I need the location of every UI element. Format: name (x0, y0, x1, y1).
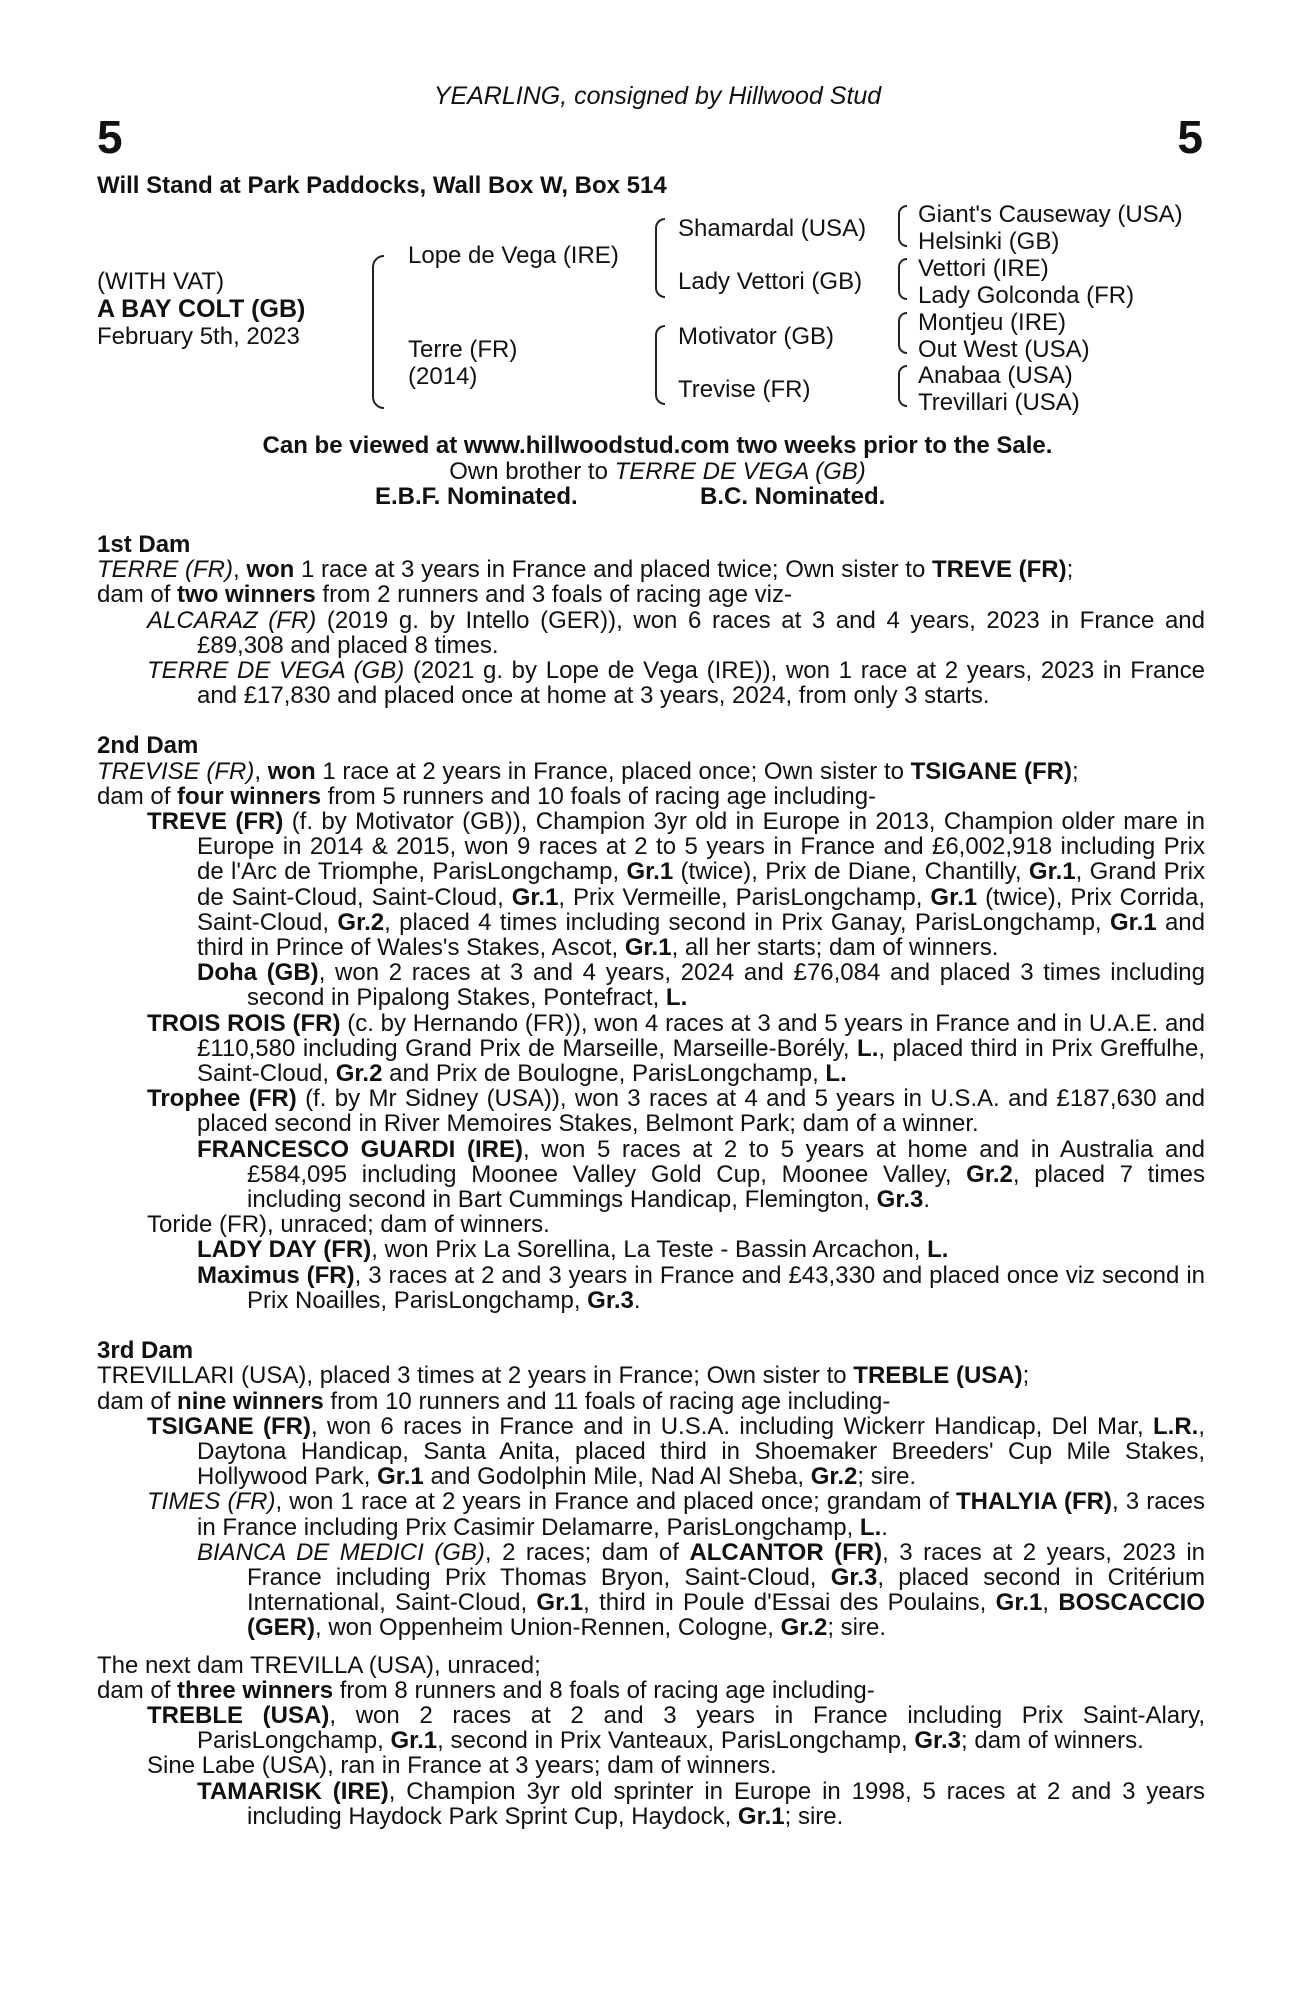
third-dam-entry: TREVILLARI (USA), placed 3 times at 2 years in France; Own sister to TREBLE (USA); (97, 1362, 1030, 1390)
list-item: Trophee (FR) (f. by Mr Sidney (USA)), won 3 races at 4 and 5 years in U.S.A. and £187,630 and placed second in River Memoires Stakes, Belmont Park; dam of a winner. (147, 1085, 1206, 1138)
dam-sire-dam: Out West (USA) (918, 336, 1090, 363)
second-dam-entry: TREVISE (FR), won 1 race at 2 years in France, placed once; Own sister to TSIGANE (FR); (97, 757, 1079, 785)
list-item: TIMES (FR), won 1 race at 2 years in France and placed once; grandam of THALYIA (FR), 3 races in France including Prix Casimir Delamarre, ParisLongchamp, L.. (147, 1488, 1205, 1541)
list-item: LADY DAY (FR), won Prix La Sorellina, La Teste - Bassin Arcachon, L. (197, 1236, 949, 1264)
own-brother-note: Own brother to TERRE DE VEGA (GB) (449, 458, 866, 485)
pedigree-brace-sire (655, 218, 665, 298)
third-dam-produce-summary: dam of nine winners from 10 runners and 11 foals of racing age including- (97, 1387, 891, 1415)
list-item: Maximus (FR), 3 races at 2 and 3 years in France and £43,330 and placed once viz second in Prix Noailles, ParisLongchamp, Gr.3. (197, 1261, 1205, 1314)
next-dam-produce-summary: dam of three winners from 8 runners and 8 foals of racing age including- (97, 1676, 875, 1704)
sire-dam-sire: Vettori (IRE) (918, 255, 1049, 282)
list-item: Doha (GB), won 2 races at 3 and 4 years, 2024 and £76,084 and placed 3 times including second in Pipalong Stakes, Pontefract, L. (197, 959, 1206, 1012)
viewing-note: Can be viewed at www.hillwoodstud.com two weeks prior to the Sale. (262, 432, 1053, 459)
first-dam-entry: TERRE (FR), won 1 race at 3 years in France and placed twice; Own sister to TREVE (FR); (97, 556, 1074, 584)
pedigree-brace-3 (898, 312, 907, 354)
list-item: TREVE (FR) (f. by Motivator (GB)), Champion 3yr old in Europe in 2013, Champion older mare in Europe in 2014 & 2015, won 9 races at 2 to 5 years in France and £6,002,918 including Prix de l'Arc de Triomphe, ParisLongchamp, Gr.1 (twice), Prix de Diane, Chantilly, Gr.1, Grand Prix de Saint-Cloud, Saint-Cloud, Gr.1, Prix Vermeille, ParisLongchamp, Gr.1 (twice), Prix Corrida, Saint-Cloud, Gr.2, placed 4 times including second in Prix Ganay, ParisLongchamp, Gr.1 and third in Prince of Wales's Stakes, Ascot, Gr.1, all her starts; dam of winners. (147, 808, 1206, 962)
pedigree-brace-main (372, 255, 384, 409)
sire-sire-sire: Giant's Causeway (USA) (918, 201, 1183, 228)
catalogue-body (97, 532, 1205, 1829)
list-item: TSIGANE (FR), won 6 races in France and in U.S.A. including Wickerr Handicap, Del Mar, L.R., Daytona Handicap, Santa Anita, placed third in Shoemaker Breeders' Cup Mile Stakes, Hollywood Park, Gr.1 and Godolphin Mile, Nad Al Sheba, Gr.2; sire. (147, 1412, 1205, 1491)
ebf-nominated: E.B.F. Nominated. (375, 483, 578, 510)
pedigree-brace-1 (898, 205, 907, 247)
list-item: TERRE DE VEGA (GB) (2021 g. by Lope de Vega (IRE)), won 1 race at 2 years, 2023 in France and £17,830 and placed once at home at 3 years, 2024, from only 3 starts. (147, 657, 1205, 710)
list-item: TAMARISK (IRE), Champion 3yr old sprinter in Europe in 1998, 5 races at 2 and 3 years including Haydock Park Sprint Cup, Haydock, Gr.1; sire. (197, 1777, 1205, 1830)
list-item: BIANCA DE MEDICI (GB), 2 races; dam of ALCANTOR (FR), 3 races at 2 years, 2023 in France including Prix Thomas Bryon, Saint-Cloud, Gr.3, placed second in Critérium International, Saint-Cloud, Gr.1, third in Poule d'Essai des Poulains, Gr.1, BOSCACCIO (GER), won Oppenheim Union-Rennen, Cologne, Gr.2; sire. (197, 1538, 1206, 1642)
sire-sire-dam: Helsinki (GB) (918, 228, 1060, 255)
section-heading-1st-dam: 1st Dam (97, 531, 191, 558)
foaling-date: February 5th, 2023 (97, 323, 300, 350)
dam-sire-sire: Montjeu (IRE) (918, 309, 1067, 336)
lot-number-right: 5 (1177, 111, 1203, 163)
dam-dam-dam: Trevillari (USA) (918, 389, 1080, 416)
dam-dam-sire: Anabaa (USA) (918, 362, 1073, 389)
pedigree-brace-dam (655, 325, 665, 405)
dam: Terre (FR) (408, 336, 518, 363)
dam-sire: Motivator (GB) (678, 323, 835, 350)
dam-year: (2014) (408, 363, 478, 390)
list-item: TREBLE (USA), won 2 races at 2 and 3 years in France including Prix Saint-Alary, ParisLongchamp, Gr.1, second in Prix Vanteaux, ParisLongchamp, Gr.3; dam of winners. (147, 1701, 1206, 1755)
first-dam-produce-summary: dam of two winners from 2 runners and 3 foals of racing age viz- (97, 581, 792, 609)
pedigree-brace-4 (898, 365, 907, 407)
lot-number-left: 5 (97, 111, 123, 163)
list-item: Sine Labe (USA), ran in France at 3 years; dam of winners. (147, 1752, 777, 1780)
dam-dam: Trevise (FR) (678, 376, 811, 403)
list-item: Toride (FR), unraced; dam of winners. (147, 1211, 550, 1239)
next-dam-entry: The next dam TREVILLA (USA), unraced; (97, 1651, 541, 1679)
section-heading-3rd-dam: 3rd Dam (97, 1337, 194, 1365)
page-header: YEARLING, consigned by Hillwood Stud (433, 82, 882, 110)
sire-sire: Shamardal (USA) (678, 215, 867, 242)
vat-note: (WITH VAT) (97, 268, 225, 295)
sire-dam-dam: Lady Golconda (FR) (918, 282, 1135, 309)
list-item: TROIS ROIS (FR) (c. by Hernando (FR)), won 4 races at 3 and 5 years in France and in U.A.E. and £110,580 including Grand Prix de Marseille, Marseille-Borély, L., placed third in Prix Greffulhe, Saint-Cloud, Gr.2 and Prix de Boulogne, ParisLongchamp, L. (147, 1009, 1205, 1088)
pedigree-brace-2 (898, 258, 907, 300)
second-dam-produce-summary: dam of four winners from 5 runners and 10 foals of racing age including- (97, 782, 877, 810)
sire: Lope de Vega (IRE) (408, 242, 619, 269)
horse-name: A BAY COLT (GB) (97, 295, 306, 323)
list-item: ALCARAZ (FR) (2019 g. by Intello (GER)), won 6 races at 3 and 4 years, 2023 in France and £89,308 and placed 8 times. (147, 606, 1205, 659)
stand-location: Will Stand at Park Paddocks, Wall Box W, Box 514 (97, 172, 667, 199)
sire-dam: Lady Vettori (GB) (678, 268, 863, 295)
bc-nominated: B.C. Nominated. (700, 483, 886, 510)
list-item: FRANCESCO GUARDI (IRE), won 5 races at 2 to 5 years at home and in Australia and £584,095 including Moonee Valley Gold Cup, Moonee Valley, Gr.2, placed 7 times including second in Bart Cummings Handicap, Flemington, Gr.3. (197, 1135, 1205, 1214)
section-heading-2nd-dam: 2nd Dam (97, 732, 199, 760)
